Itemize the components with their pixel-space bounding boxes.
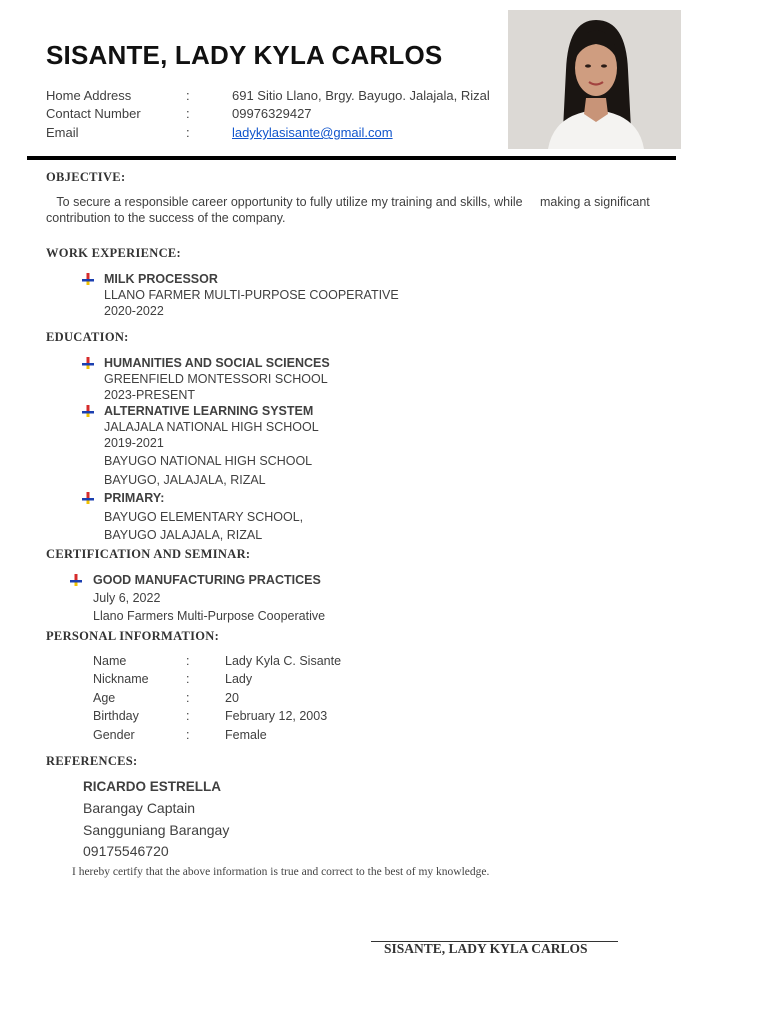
personal-label: Gender [93,728,135,742]
personal-label: Age [93,691,116,705]
bullet-icon [70,574,82,586]
signature-name: SISANTE, LADY KYLA CARLOS [384,941,588,956]
personal-label: Name [93,654,127,668]
education-item-line: 2023-PRESENT [104,388,196,402]
header-divider [27,156,676,160]
profile-photo [508,10,681,149]
education-item-line: BAYUGO NATIONAL HIGH SCHOOL [104,454,313,468]
bullet-icon [82,492,94,504]
personal-value: Lady [225,672,253,686]
work-item-title: MILK PROCESSOR [104,272,218,286]
bullet-icon [82,405,94,417]
education-item-line: BAYUGO JALAJALA, RIZAL [104,528,263,542]
personal-colon: : [186,728,190,742]
applicant-name: SISANTE, LADY KYLA CARLOS [46,40,443,70]
reference-position: Barangay Captain [83,800,196,816]
education-item-title: PRIMARY: [104,491,165,505]
certification-item-line: Llano Farmers Multi-Purpose Cooperative [93,609,326,623]
education-item-title: ALTERNATIVE LEARNING SYSTEM [104,404,314,418]
home-address-value: 691 Sitio Llano, Brgy. Bayugo. Jalajala, Rizal [232,88,490,103]
education-item-line: JALAJALA NATIONAL HIGH SCHOOL [104,420,319,434]
certification-item-line: July 6, 2022 [93,591,161,605]
contact-number-label: Contact Number [46,106,141,121]
personal-value: Female [225,728,267,742]
reference-phone: 09175546720 [83,843,169,859]
personal-value: 20 [225,691,239,705]
personal-information-heading: PERSONAL INFORMATION: [46,629,220,643]
email-link[interactable]: ladykylasisante@gmail.com [232,125,393,140]
email-label: Email [46,125,79,140]
contact-number-value: 09976329427 [232,106,312,121]
education-item-line: BAYUGO ELEMENTARY SCHOOL, [104,510,304,524]
references-heading: REFERENCES: [46,754,138,768]
email-colon: : [186,125,190,140]
reference-name: RICARDO ESTRELLA [83,779,221,794]
personal-value: February 12, 2003 [225,709,328,723]
profile-photo-illustration [508,10,681,149]
personal-label: Birthday [93,709,139,723]
certification-statement: I hereby certify that the above information is true and correct to the best of my knowledge. [72,866,490,878]
personal-colon: : [186,672,190,686]
personal-colon: : [186,709,190,723]
contact-number-colon: : [186,106,190,121]
education-item-line: BAYUGO, JALAJALA, RIZAL [104,473,266,487]
personal-value: Lady Kyla C. Sisante [225,654,342,668]
work-item-line: LLANO FARMER MULTI-PURPOSE COOPERATIVE [104,288,399,302]
work-item-line: 2020-2022 [104,304,164,318]
reference-office: Sangguniang Barangay [83,822,230,838]
home-address-label: Home Address [46,88,132,103]
bullet-icon [82,357,94,369]
education-heading: EDUCATION: [46,330,129,344]
personal-colon: : [186,691,190,705]
certification-heading: CERTIFICATION AND SEMINAR: [46,547,251,561]
personal-colon: : [186,654,190,668]
bullet-icon [82,273,94,285]
certification-item-title: GOOD MANUFACTURING PRACTICES [93,573,321,587]
home-address-colon: : [186,88,190,103]
objective-text: To secure a responsible career opportunity to fully utilize my training and skills, while making a significant contribution to the success of the company. [46,195,654,225]
objective-heading: OBJECTIVE: [46,170,126,184]
education-item-line: GREENFIELD MONTESSORI SCHOOL [104,372,328,386]
personal-label: Nickname [93,672,149,686]
education-item-line: 2019-2021 [104,436,164,450]
education-item-title: HUMANITIES AND SOCIAL SCIENCES [104,356,330,370]
work-experience-heading: WORK EXPERIENCE: [46,246,182,260]
